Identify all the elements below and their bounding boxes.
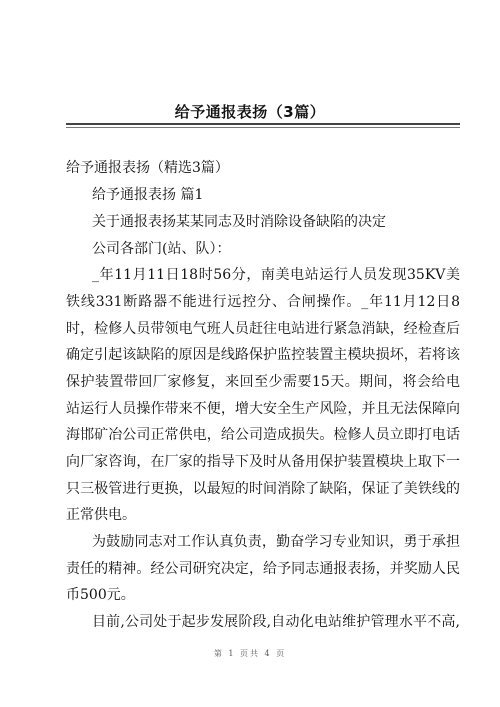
body-line: 只三极管进行更换，以最短的时间消除了缺陷，保证了美铁线的 [66, 481, 460, 497]
body-line: 向厂家咨询，在厂家的指导下及时从备用保护装置模块上取下一 [66, 454, 460, 470]
body-line: 正常供电。 [66, 507, 136, 523]
body-line: 时，检修人员带领电气班人员赶往电站进行紧急消缺，经检查后 [66, 321, 460, 337]
section-heading: 给予通报表扬 篇1 [92, 187, 204, 203]
subtitle-line: 给予通报表扬（精选3篇） [66, 160, 229, 176]
page-footer: 第 1 页共 4 页 [213, 649, 287, 658]
body-line: 目前,公司处于起步发展阶段,自动化电站维护管理水平不高, [92, 614, 460, 630]
title-rule-thick [66, 123, 460, 125]
body-line: 币500元。 [66, 587, 135, 603]
body-line: 海邯矿冶公司正常供电，给公司造成损失。检修人员立即打电话 [66, 427, 460, 443]
title-rule-thin [66, 127, 460, 128]
body-line: 站运行人员操作带来不便，增大安全生产风险，并且无法保障向 [66, 401, 460, 417]
body-line: 铁线331断路器不能进行远控分、合闸操作。_年11月12日8 [66, 294, 460, 310]
body-line: 确定引起该缺陷的原因是线路保护监控装置主模块损坏，若将该 [66, 347, 460, 363]
document-title: 给予通报表扬（3篇） [174, 103, 326, 121]
body-line: 为鼓励同志对工作认真负责，勤奋学习专业知识，勇于承担 [92, 534, 460, 550]
decision-title: 关于通报表扬某某同志及时消除设备缺陷的决定 [92, 214, 386, 230]
body-line: 保护装置带回厂家修复，来回至少需要15天。期间，将会给电 [66, 374, 460, 390]
addressee-line: 公司各部门(站、队）： [92, 241, 231, 257]
body-line: _年11月11日18时56分，南美电站运行人员发现35KV美 [92, 267, 460, 283]
body-line: 责任的精神。经公司研究决定，给予同志通报表扬，并奖励人民 [66, 561, 460, 577]
